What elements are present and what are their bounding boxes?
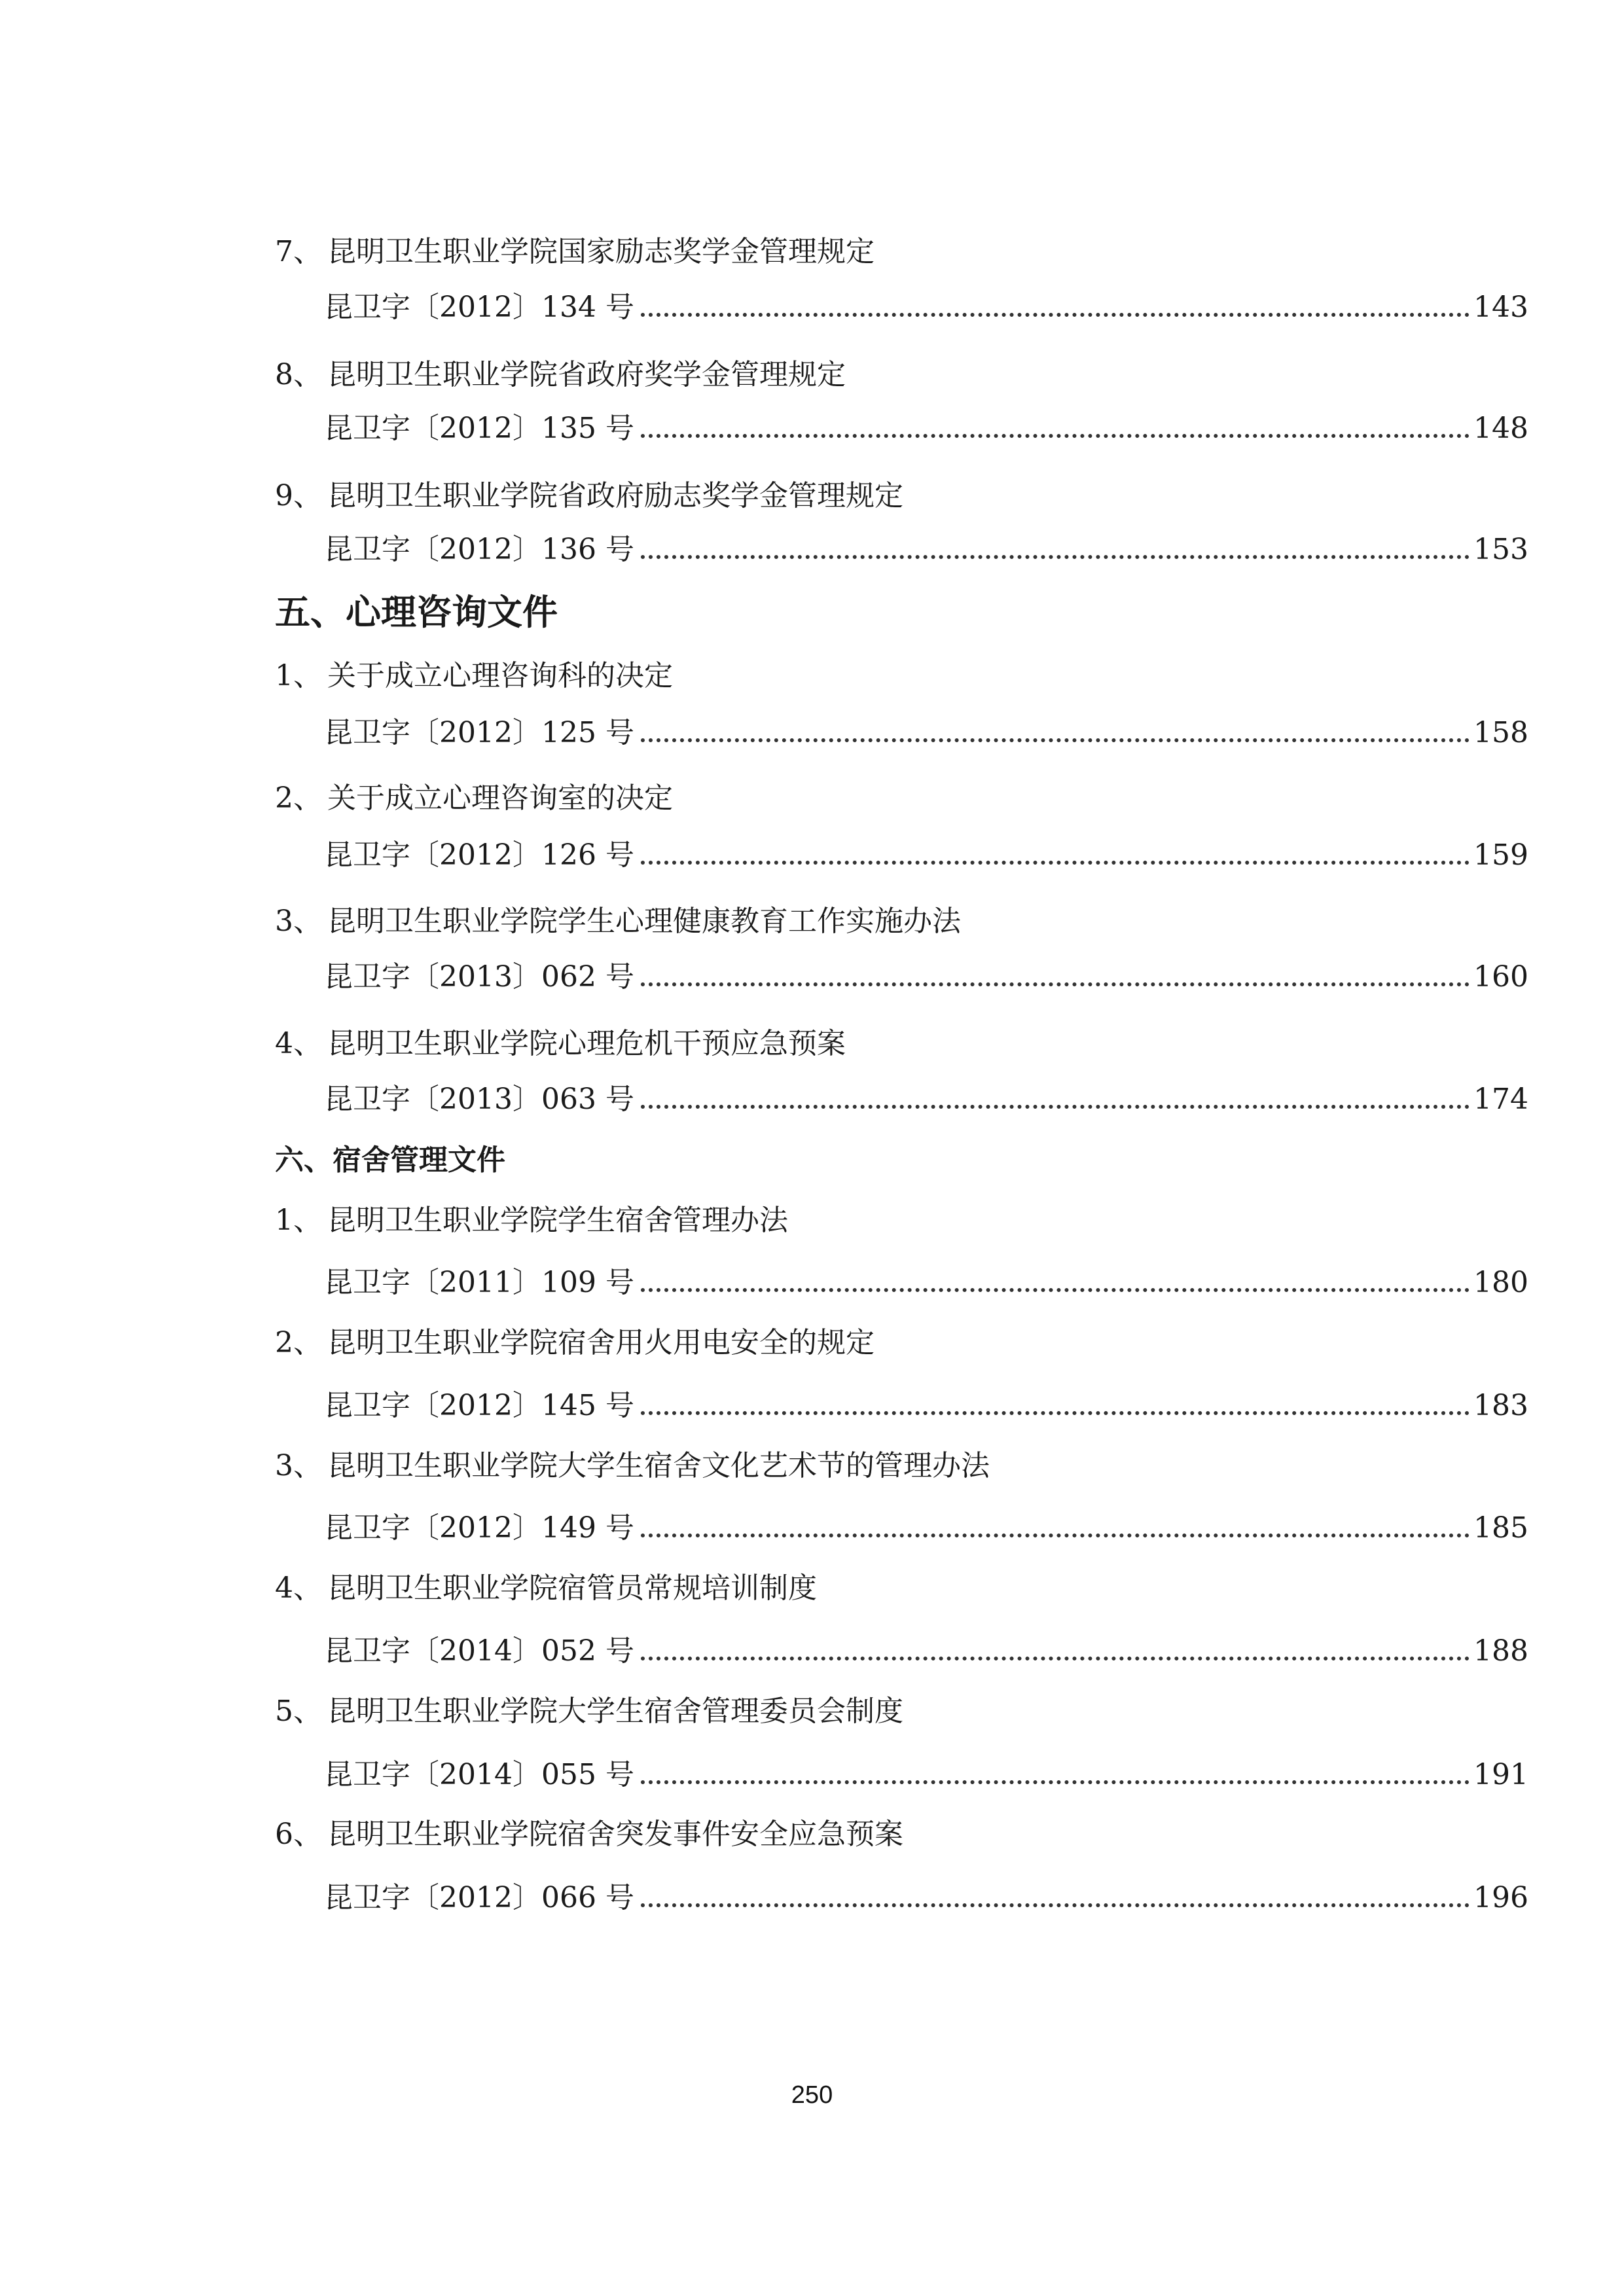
section-heading: 六、宿舍管理文件 xyxy=(275,1143,505,1177)
toc-entry-number: 2、 xyxy=(275,1326,322,1359)
toc-entry-ref: 昆卫字〔2012〕126 号 xyxy=(324,838,634,872)
dot-leader xyxy=(641,1534,1470,1537)
toc-entry-ref-line xyxy=(324,1755,1528,1795)
dot-leader xyxy=(641,1411,1470,1415)
toc-entry-ref: 昆卫字〔2012〕134 号 xyxy=(324,291,634,324)
page-number: 250 xyxy=(791,2081,833,2109)
toc-entry-title xyxy=(275,656,1519,696)
toc-entry-page: 153 xyxy=(1473,533,1528,566)
toc-entry-number: 9、 xyxy=(275,479,322,512)
toc-entry-page: 188 xyxy=(1473,1634,1528,1668)
toc-entry-number: 3、 xyxy=(275,1449,322,1482)
toc-entry-ref: 昆卫字〔2012〕149 号 xyxy=(324,1511,634,1545)
toc-entry-title xyxy=(275,779,1519,818)
dot-leader xyxy=(641,738,1470,742)
toc-entry-ref-line xyxy=(324,1263,1528,1302)
toc-entry-text: 昆明卫生职业学院大学生宿舍管理委员会制度 xyxy=(327,1695,903,1728)
toc-entry-page: 143 xyxy=(1473,291,1528,324)
toc-entry-number: 2、 xyxy=(275,781,322,815)
toc-entry-page: 158 xyxy=(1473,716,1528,749)
toc-entry-ref-line xyxy=(324,1509,1528,1548)
section-heading: 五、心理咨询文件 xyxy=(275,591,558,633)
toc-entry-page: 159 xyxy=(1473,838,1528,872)
toc-entry-title xyxy=(275,1815,1519,1854)
toc-entry-number: 8、 xyxy=(275,358,322,391)
toc-entry-ref-line xyxy=(324,958,1528,997)
toc-entry-title xyxy=(275,1201,1519,1240)
toc-entry-text: 关于成立心理咨询科的决定 xyxy=(327,659,673,692)
toc-entry-ref-line xyxy=(324,409,1528,448)
toc-entry-ref: 昆卫字〔2011〕109 号 xyxy=(324,1266,634,1299)
toc-entry-text: 昆明卫生职业学院宿舍用火用电安全的规定 xyxy=(327,1326,875,1359)
toc-entry-number: 4、 xyxy=(275,1027,322,1060)
toc-entry-page: 196 xyxy=(1473,1881,1528,1914)
toc-entry-text: 关于成立心理咨询室的决定 xyxy=(327,781,673,815)
dot-leader xyxy=(641,1780,1470,1784)
toc-entry-title xyxy=(275,902,1519,941)
toc-entry-ref-line xyxy=(324,836,1528,875)
toc-entry-page: 191 xyxy=(1473,1758,1528,1791)
toc-entry-page: 180 xyxy=(1473,1266,1528,1299)
toc-entry-title xyxy=(275,476,1519,516)
toc-entry-title xyxy=(275,232,1519,272)
toc-entry-ref-line xyxy=(324,713,1528,753)
toc-entry-text: 昆明卫生职业学院学生宿舍管理办法 xyxy=(327,1204,788,1237)
toc-entry-title xyxy=(275,1569,1519,1608)
dot-leader xyxy=(641,861,1470,865)
toc-entry-ref: 昆卫字〔2014〕052 号 xyxy=(324,1634,634,1668)
toc-entry-title xyxy=(275,1024,1519,1064)
toc-entry-ref: 昆卫字〔2012〕135 号 xyxy=(324,412,634,445)
toc-entry-title xyxy=(275,1692,1519,1731)
toc-entry-page: 160 xyxy=(1473,960,1528,994)
dot-leader xyxy=(641,434,1470,438)
toc-entry-ref-line xyxy=(324,1632,1528,1671)
dot-leader xyxy=(641,1105,1470,1109)
toc-entry-page: 183 xyxy=(1473,1389,1528,1422)
dot-leader xyxy=(641,1288,1470,1292)
toc-entry-ref: 昆卫字〔2013〕063 号 xyxy=(324,1083,634,1116)
toc-entry-ref-line xyxy=(324,530,1528,569)
toc-entry-text: 昆明卫生职业学院心理危机干预应急预案 xyxy=(327,1027,846,1060)
toc-entry-ref-line xyxy=(324,288,1528,327)
toc-entry-text: 昆明卫生职业学院大学生宿舍文化艺术节的管理办法 xyxy=(327,1449,990,1482)
toc-entry-number: 7、 xyxy=(275,235,322,268)
toc-entry-title xyxy=(275,355,1519,395)
toc-entry-number: 6、 xyxy=(275,1818,322,1851)
toc-entry-page: 185 xyxy=(1473,1511,1528,1545)
toc-entry-ref-line xyxy=(324,1080,1528,1119)
toc-entry-ref: 昆卫字〔2012〕125 号 xyxy=(324,716,634,749)
toc-entry-text: 昆明卫生职业学院宿管员常规培训制度 xyxy=(327,1571,817,1605)
toc-entry-title xyxy=(275,1323,1519,1363)
toc-entry-ref-line xyxy=(324,1878,1528,1918)
toc-entry-ref: 昆卫字〔2012〕066 号 xyxy=(324,1881,634,1914)
toc-entry-text: 昆明卫生职业学院宿舍突发事件安全应急预案 xyxy=(327,1818,903,1851)
toc-entry-number: 1、 xyxy=(275,659,322,692)
toc-entry-ref: 昆卫字〔2014〕055 号 xyxy=(324,1758,634,1791)
toc-entry-number: 4、 xyxy=(275,1571,322,1605)
toc-entry-text: 昆明卫生职业学院省政府励志奖学金管理规定 xyxy=(327,479,903,512)
toc-entry-page: 148 xyxy=(1473,412,1528,445)
toc-entry-ref: 昆卫字〔2012〕145 号 xyxy=(324,1389,634,1422)
toc-entry-ref: 昆卫字〔2013〕062 号 xyxy=(324,960,634,994)
toc-entry-text: 昆明卫生职业学院省政府奖学金管理规定 xyxy=(327,358,846,391)
toc-entry-ref: 昆卫字〔2012〕136 号 xyxy=(324,533,634,566)
toc-entry-number: 3、 xyxy=(275,905,322,938)
toc-entry-ref-line xyxy=(324,1386,1528,1426)
toc-entry-number: 1、 xyxy=(275,1204,322,1237)
toc-entry-number: 5、 xyxy=(275,1695,322,1728)
dot-leader xyxy=(641,555,1470,559)
dot-leader xyxy=(641,313,1470,317)
dot-leader xyxy=(641,982,1470,986)
dot-leader xyxy=(641,1657,1470,1660)
dot-leader xyxy=(641,1903,1470,1907)
toc-entry-text: 昆明卫生职业学院国家励志奖学金管理规定 xyxy=(327,235,875,268)
toc-entry-title xyxy=(275,1446,1519,1486)
toc-entry-text: 昆明卫生职业学院学生心理健康教育工作实施办法 xyxy=(327,905,961,938)
toc-entry-page: 174 xyxy=(1473,1083,1528,1116)
